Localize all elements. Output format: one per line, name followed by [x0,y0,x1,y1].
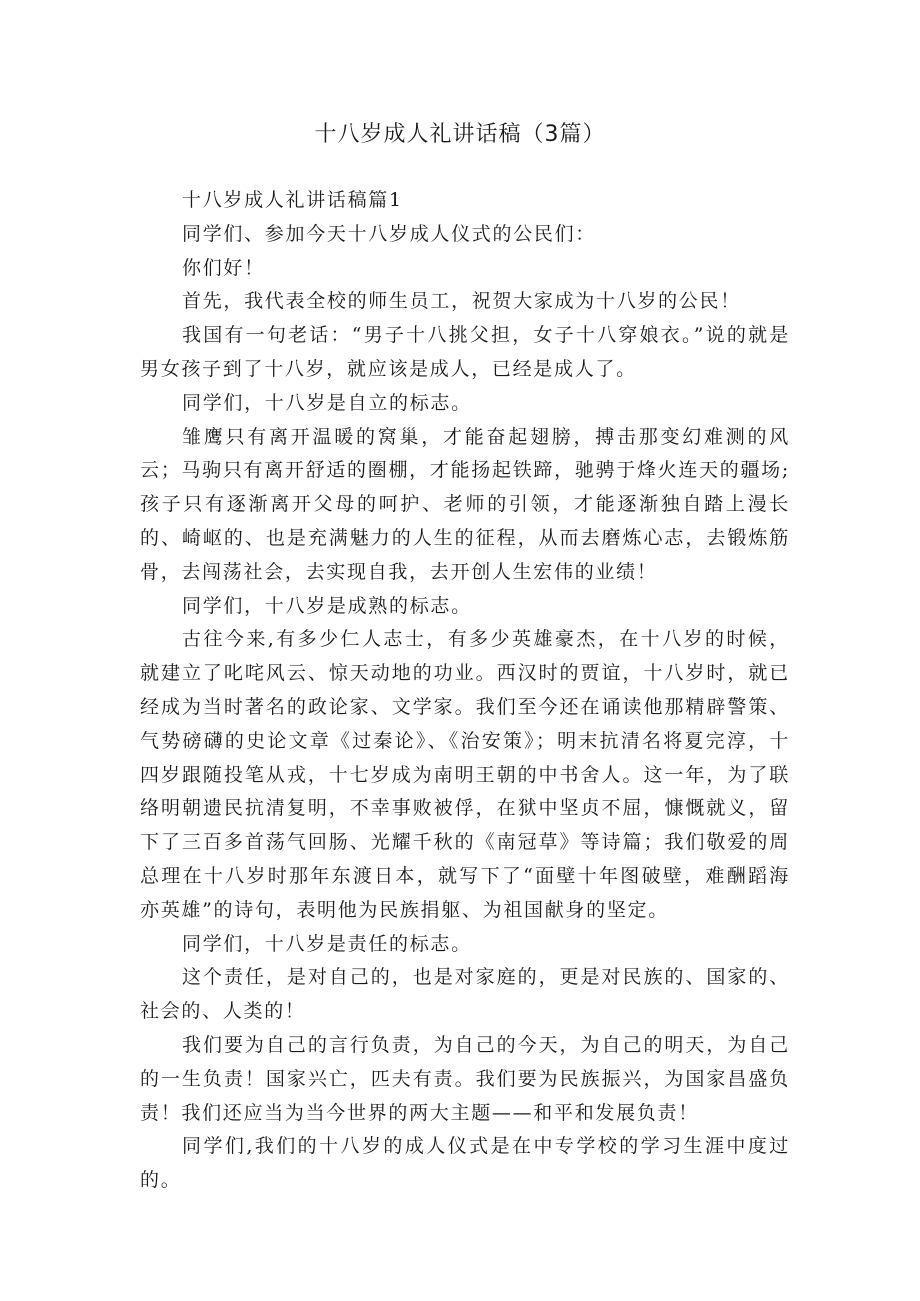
body-paragraph: 同学们,我们的十八岁的成人仪式是在中专学校的学习生涯中度过的。 [140,1135,790,1192]
body-paragraph: 同学们，十八岁是成熟的标志。 [182,594,472,617]
body-paragraph: 同学们，十八岁是责任的标志。 [182,932,472,955]
body-paragraph: 雏鹰只有离开温暖的窝巢，才能奋起翅膀，搏击那变幻难测的风云；马驹只有离开舒适的圈棚，才能扬起铁蹄，驰骋于烽火连天的疆场;孩子只有逐渐离开父母的呵护、老师的引领，才能逐渐独自踏上漫长的、崎岖的、也是充满魅力的人生的征程，从而去磨炼心志，去锻炼筋骨，去闯荡社会，去实现自我，去开创人生宏伟的业绩！ [140,425,790,583]
greeting-paragraph: 你们好！ [182,256,265,279]
body-paragraph: 首先，我代表全校的师生员工，祝贺大家成为十八岁的公民！ [182,290,741,313]
section-heading: 十八岁成人礼讲话稿篇1 [182,189,403,211]
body-paragraph: 这个责任，是对自己的，也是对家庭的，更是对民族的、国家的、社会的、人类的！ [140,966,790,1023]
body-paragraph: 古往今来,有多少仁人志士，有多少英雄豪杰，在十八岁的时候，就建立了叱咤风云、惊天动地的功业。西汉时的贾谊，十八岁时，就已经成为当时著名的政论家、文学家。我们至今还在诵读他那精辟警策、气势磅礴的史论文章《过秦论》、《治安策》；明末抗清名将夏完淳，十四岁跟随投笔从戎，十七岁成为南明王朝的中书舍人。这一年，为了联络明朝遗民抗清复明，不幸事败被俘，在狱中坚贞不屈，慷慨就义，留下了三百多首荡气回肠、光耀千秋的《南冠草》等诗篇；我们敬爱的周总理在十八岁时那年东渡日本，就写下了“面壁十年图破壁，难酬蹈海亦英雄”的诗句，表明他为民族捐躯、为祖国献身的坚定。 [140,628,790,921]
document-title: 十八岁成人礼讲话稿（3篇） [314,122,606,147]
salutation-paragraph: 同学们、参加今天十八岁成人仪式的公民们： [182,222,597,245]
document-body [140,184,790,1198]
body-paragraph: 我国有一句老话：“男子十八挑父担，女子十八穿娘衣。”说的就是男女孩子到了十八岁，就应该是成人，已经是成人了。 [140,324,790,380]
body-paragraph: 同学们，十八岁是自立的标志。 [182,391,472,414]
body-paragraph: 我们要为自己的言行负责，为自己的今天，为自己的明天，为自己的一生负责！国家兴亡，匹夫有责。我们要为民族振兴，为国家昌盛负责！我们还应当为当今世界的两大主题——和平和发展负责！ [140,1033,790,1124]
